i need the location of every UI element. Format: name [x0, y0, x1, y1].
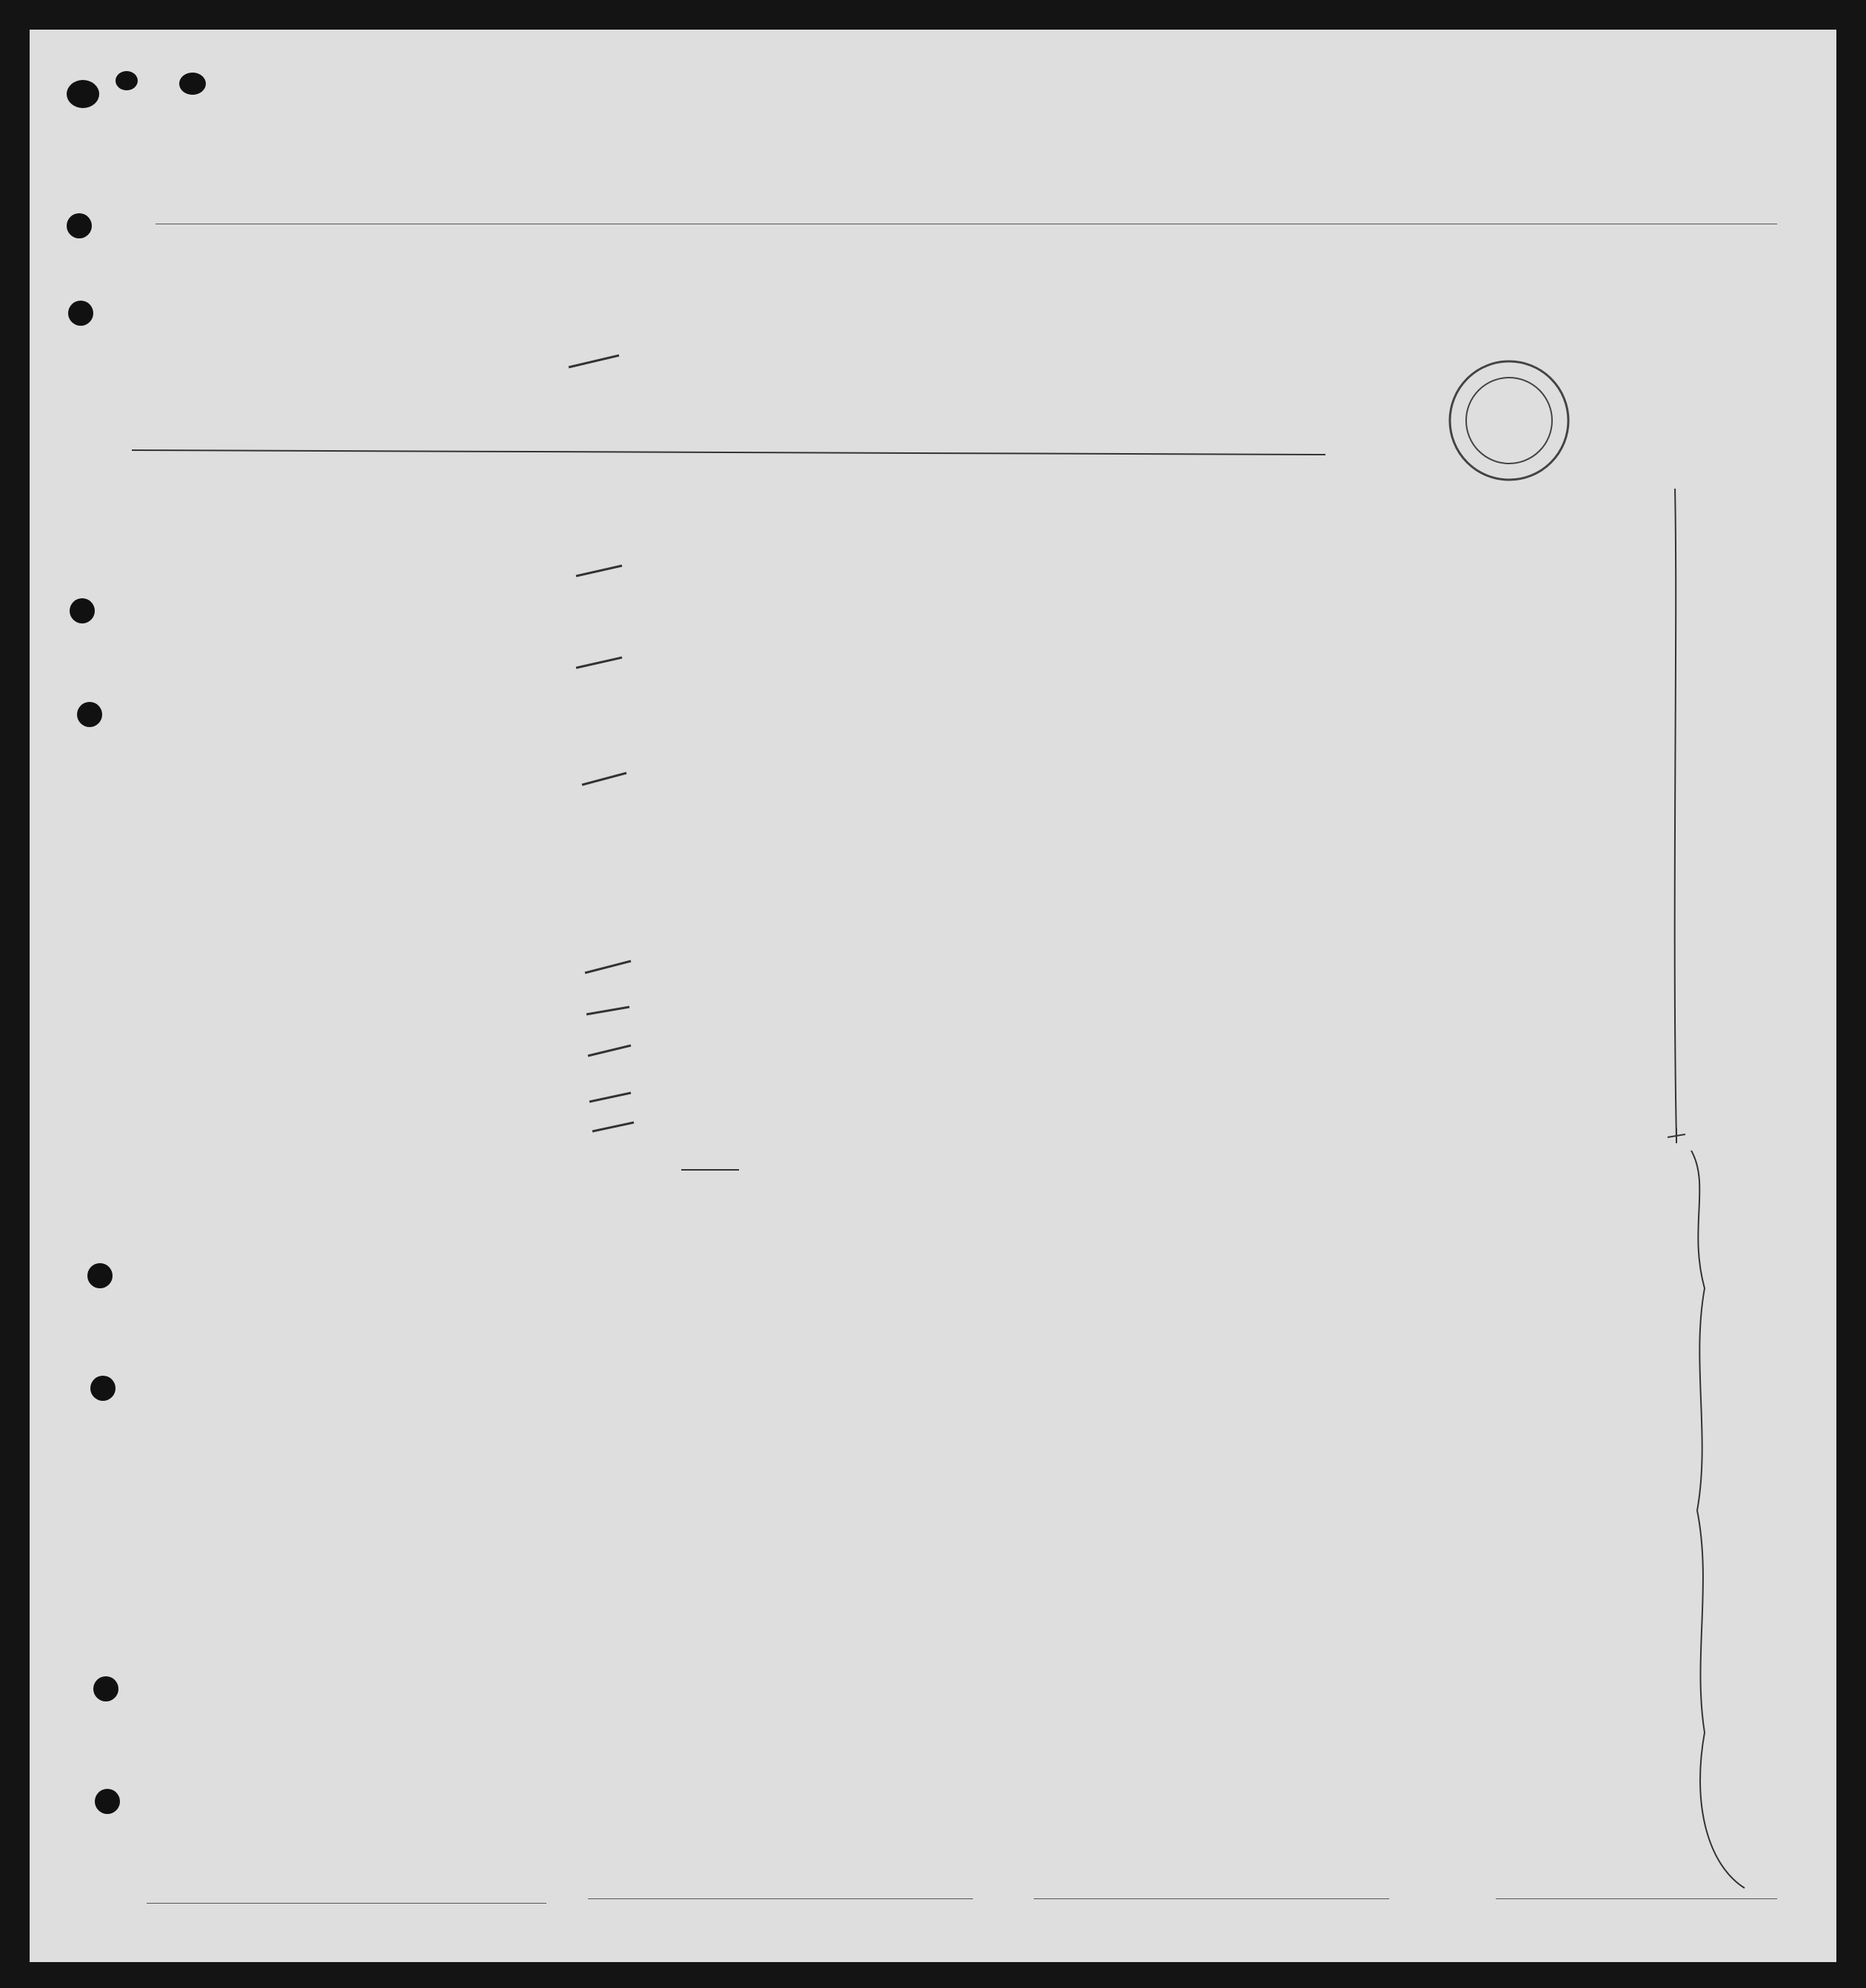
manifest-page [30, 30, 1836, 1962]
handwritten-marks [30, 30, 1836, 1962]
